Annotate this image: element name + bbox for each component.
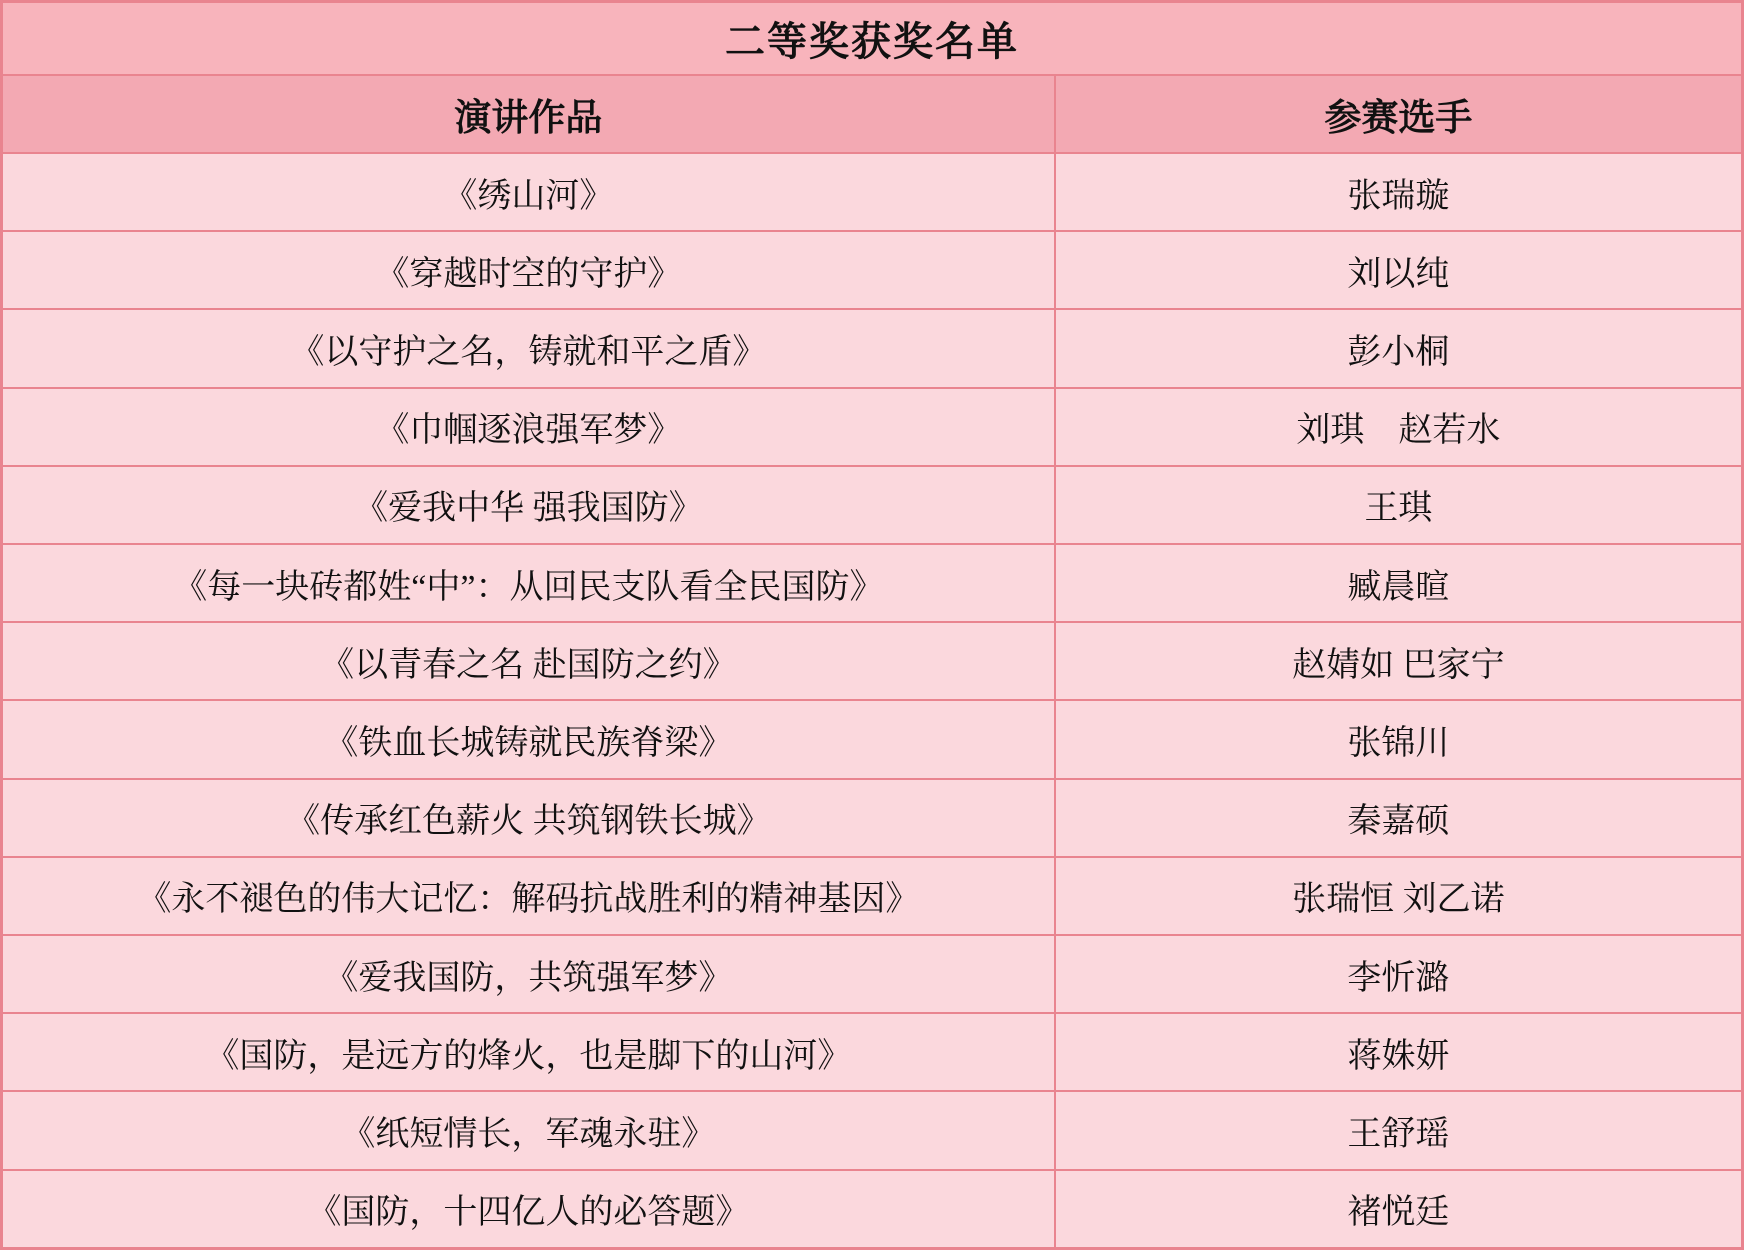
table-row (2, 309, 1743, 387)
work-cell: 《爱我国防，共筑强军梦》 (2, 935, 1055, 1013)
column-header-work: 演讲作品 (2, 75, 1055, 153)
contestant-cell: 秦嘉硕 (1055, 779, 1743, 857)
contestant-cell: 刘琪 赵若水 (1055, 388, 1743, 466)
work-cell: 《以守护之名，铸就和平之盾》 (2, 309, 1055, 387)
work-cell: 《纸短情长，军魂永驻》 (2, 1091, 1055, 1169)
table-row (2, 700, 1743, 778)
table-row (2, 466, 1743, 544)
contestant-cell: 张锦川 (1055, 700, 1743, 778)
work-cell: 《传承红色薪火 共筑钢铁长城》 (2, 779, 1055, 857)
table-row (2, 1091, 1743, 1169)
contestant-cell: 臧晨暄 (1055, 544, 1743, 622)
table-title-row (2, 2, 1743, 76)
table-row (2, 1170, 1743, 1249)
work-cell: 《每一块砖都姓“中”：从回民支队看全民国防》 (2, 544, 1055, 622)
work-cell: 《爱我中华 强我国防》 (2, 466, 1055, 544)
contestant-cell: 李忻潞 (1055, 935, 1743, 1013)
contestant-cell: 蒋姝妍 (1055, 1013, 1743, 1091)
work-cell: 《穿越时空的守护》 (2, 231, 1055, 309)
table-row (2, 153, 1743, 231)
page-title: 二等奖获奖名单 (2, 2, 1743, 76)
table-row (2, 544, 1743, 622)
contestant-cell: 王琪 (1055, 466, 1743, 544)
table-row (2, 779, 1743, 857)
table-body (2, 153, 1743, 1249)
work-cell: 《以青春之名 赴国防之约》 (2, 622, 1055, 700)
table-row (2, 1013, 1743, 1091)
work-cell: 《国防，是远方的烽火，也是脚下的山河》 (2, 1013, 1055, 1091)
contestant-cell: 褚悦廷 (1055, 1170, 1743, 1249)
work-cell: 《铁血长城铸就民族脊梁》 (2, 700, 1055, 778)
column-header-contestant: 参赛选手 (1055, 75, 1743, 153)
contestant-cell: 张瑞恒 刘乙诺 (1055, 857, 1743, 935)
table-row (2, 622, 1743, 700)
table-row (2, 388, 1743, 466)
work-cell: 《巾帼逐浪强军梦》 (2, 388, 1055, 466)
table-row (2, 231, 1743, 309)
contestant-cell: 王舒瑶 (1055, 1091, 1743, 1169)
contestant-cell: 彭小桐 (1055, 309, 1743, 387)
work-cell: 《永不褪色的伟大记忆：解码抗战胜利的精神基因》 (2, 857, 1055, 935)
contestant-cell: 赵婧如 巴家宁 (1055, 622, 1743, 700)
contestant-cell: 刘以纯 (1055, 231, 1743, 309)
table-header-row (2, 75, 1743, 153)
table-row (2, 857, 1743, 935)
table-row (2, 935, 1743, 1013)
contestant-cell: 张瑞璇 (1055, 153, 1743, 231)
work-cell: 《国防，十四亿人的必答题》 (2, 1170, 1055, 1249)
work-cell: 《绣山河》 (2, 153, 1055, 231)
